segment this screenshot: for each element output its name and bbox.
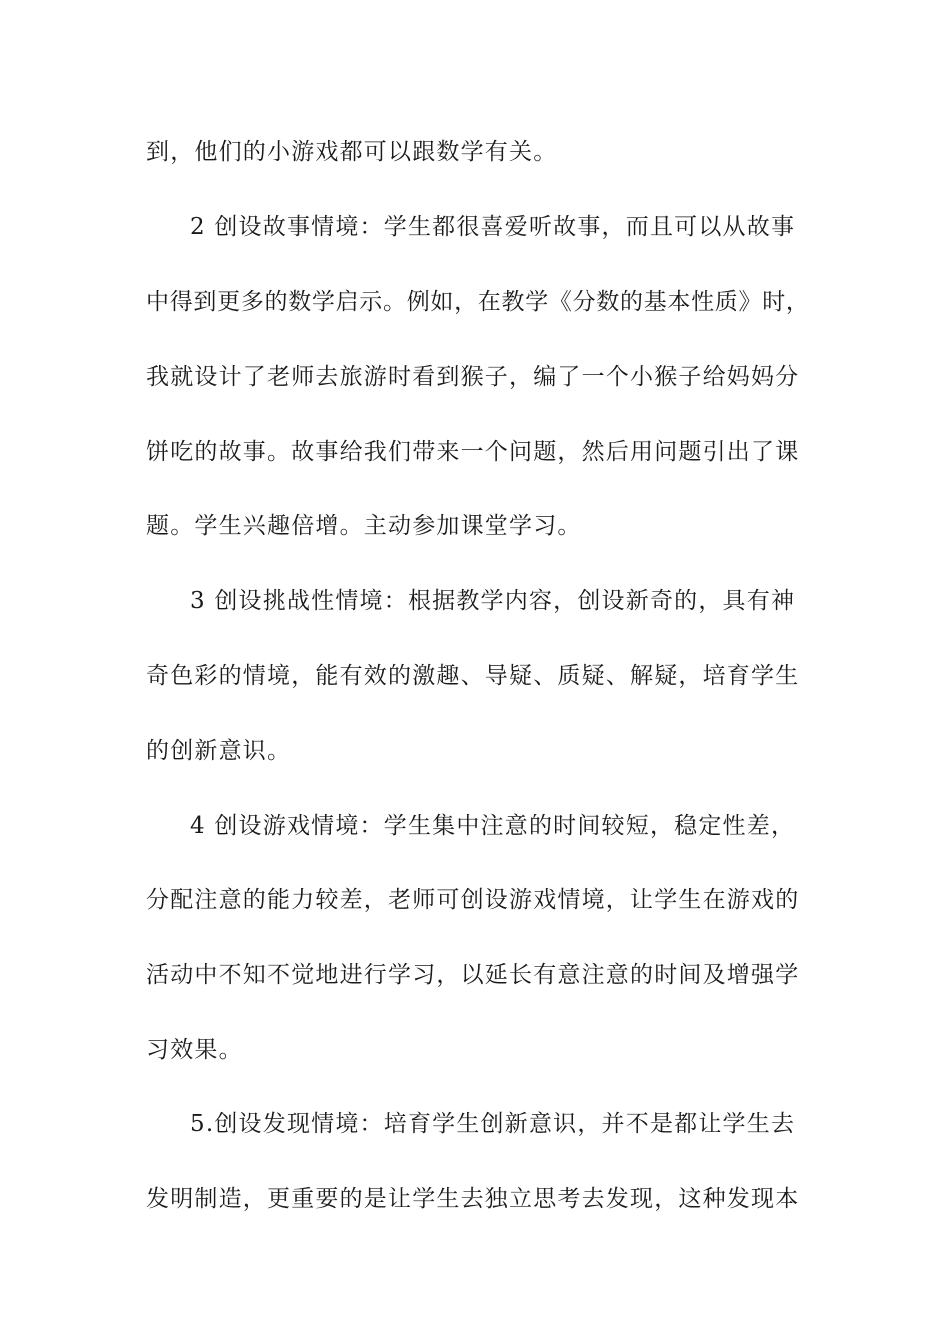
text-line-12: 活动中不知不觉地进行学习，以延长有意注意的时间及增强学 [146,962,800,988]
text-line-5: 饼吃的故事。故事给我们带来一个问题，然后用问题引出了课 [146,439,800,465]
text-line-3: 中得到更多的数学启示。例如，在教学《分数的基本性质》时， [146,289,810,315]
text-line-10: 4 创设游戏情境：学生集中注意的时间较短，稳定性差， [190,813,796,839]
text-line-4: 我就设计了老师去旅游时看到猴子，编了一个小猴子给妈妈分 [146,364,800,390]
text-line-2: 2 创设故事情境：学生都很喜爱听故事，而且可以从故事 [190,214,796,240]
text-line-15: 发明制造，更重要的是让学生去独立思考去发现，这种发现本 [146,1186,800,1212]
text-line-8: 奇色彩的情境，能有效的激趣、导疑、质疑、解疑，培育学生 [146,663,800,689]
text-line-9: 的创新意识。 [146,738,292,764]
text-line-6: 题。学生兴趣倍增。主动参加课堂学习。 [146,513,582,539]
text-line-13: 习效果。 [146,1037,243,1063]
text-line-11: 分配注意的能力较差，老师可创设游戏情境，让学生在游戏的 [146,887,800,913]
text-line-7: 3 创设挑战性情境：根据教学内容，创设新奇的，具有神 [190,588,796,614]
text-line-14: 5.创设发现情境：培育学生创新意识，并不是都让学生去 [190,1111,796,1137]
text-line-1: 到，他们的小游戏都可以跟数学有关。 [146,139,558,165]
